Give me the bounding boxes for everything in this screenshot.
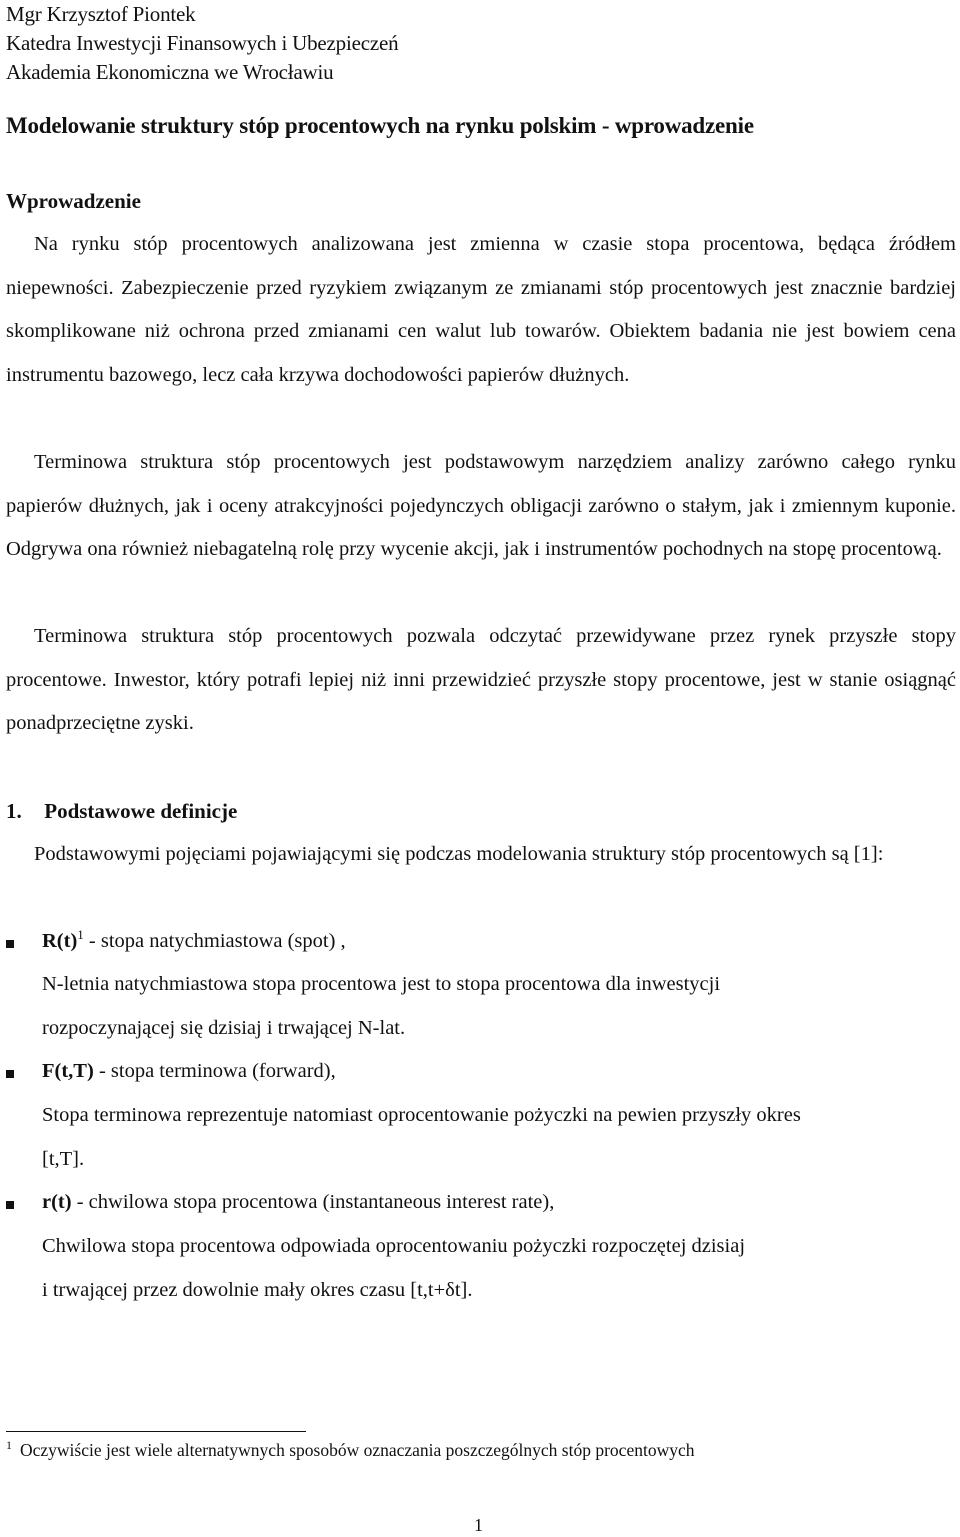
intro-paragraph-1: Na rynku stóp procentowych analizowana jest zmienna w czasie stopa procentowa, będąca źródłem niepewności. Zabezpieczenie przed ryzykiem związanym ze zmianami stóp procentowych jest znacznie bardziej skomplikowane niż ochrona przed zmianami cen walut lub towarów. Obiektem badania nie jest bowiem cena instrumentu bazowego, lecz cała krzywa dochodowości papierów dłużnych. — [6, 233, 956, 386]
description-line: Chwilowa stopa procentowa odpowiada oprocentowaniu pożyczki rozpoczętej dzisiaj — [42, 1235, 746, 1257]
footnote-reference: 1 — [77, 927, 84, 943]
section-1-number: 1. — [6, 799, 22, 823]
author-block — [6, 0, 398, 87]
description-line: i trwającej przez dowolnie mały okres czasu [t,t+δt]. — [42, 1278, 473, 1301]
definition-name: - chwilowa stopa procentowa (instantaneous interest rate), — [71, 1191, 555, 1213]
square-bullet-icon — [6, 940, 14, 948]
definition-description-instantaneous — [42, 1225, 942, 1312]
department-name: Katedra Inwestycji Finansowych i Ubezpieczeń — [6, 31, 399, 55]
description-line: rozpoczynającej się dzisiaj i trwającej N-lat. — [42, 1016, 406, 1039]
intro-paragraph-3: Terminowa struktura stóp procentowych pozwala odczytać przewidywane przez rynek przyszłe stopy procentowe. Inwestor, który potrafi lepiej niż inni przewidzieć przyszłe stopy procentowe, jest w stanie osiągnąć ponadprzeciętne zyski. — [6, 625, 956, 735]
definition-name: - stopa terminowa (forward), — [93, 1060, 336, 1082]
intro-heading: Wprowadzenie — [6, 189, 141, 213]
definition-label — [42, 1191, 554, 1214]
section-1-title: Podstawowe definicje — [44, 799, 238, 823]
description-line: N-letnia natychmiastowa stopa procentowa jest to stopa procentowa dla inwestycji — [42, 973, 721, 995]
footnote-divider — [6, 1431, 306, 1432]
square-bullet-icon — [6, 1070, 14, 1078]
definition-term: F(t,T) — [42, 1060, 94, 1082]
definition-label — [42, 927, 346, 953]
footnote — [6, 1440, 695, 1461]
section-1-intro: Podstawowymi pojęciami pojawiającymi się podczas modelowania struktury stóp procentowych są [1]: — [34, 843, 884, 865]
footnote-text: Oczywiście jest wiele alternatywnych sposobów oznaczania poszczególnych stóp procentowych — [20, 1440, 695, 1460]
page-number: 1 — [474, 1515, 483, 1535]
footnote-number: 1 — [6, 1438, 12, 1453]
definition-term: r(t) — [42, 1191, 72, 1213]
document-title: Modelowanie struktury stóp procentowych na rynku polskim - wprowadzenie — [6, 113, 754, 138]
author-name: Mgr Krzysztof Piontek — [6, 2, 196, 26]
definition-name: - stopa natychmiastowa (spot) , — [83, 930, 346, 952]
square-bullet-icon — [6, 1201, 14, 1209]
section-1-heading — [6, 799, 237, 824]
definition-label — [42, 1060, 336, 1083]
definition-description-forward — [42, 1094, 942, 1181]
definition-description-spot — [42, 963, 942, 1050]
description-line: Stopa terminowa reprezentuje natomiast oprocentowanie pożyczki na pewien przyszły okres — [42, 1104, 801, 1126]
university-name: Akademia Ekonomiczna we Wrocławiu — [6, 60, 334, 84]
definition-term: R(t) — [42, 930, 78, 952]
description-line: [t,T]. — [42, 1147, 85, 1170]
intro-paragraph-2: Terminowa struktura stóp procentowych jest podstawowym narzędziem analizy zarówno całego rynku papierów dłużnych, jak i oceny atrakcyjności pojedynczych obligacji zarówno o stałym, jak i zmiennym kuponie. Odgrywa ona również niebagatelną rolę przy wycenie akcji, jak i instrumentów pochodnych na stopę procentową. — [6, 451, 956, 561]
